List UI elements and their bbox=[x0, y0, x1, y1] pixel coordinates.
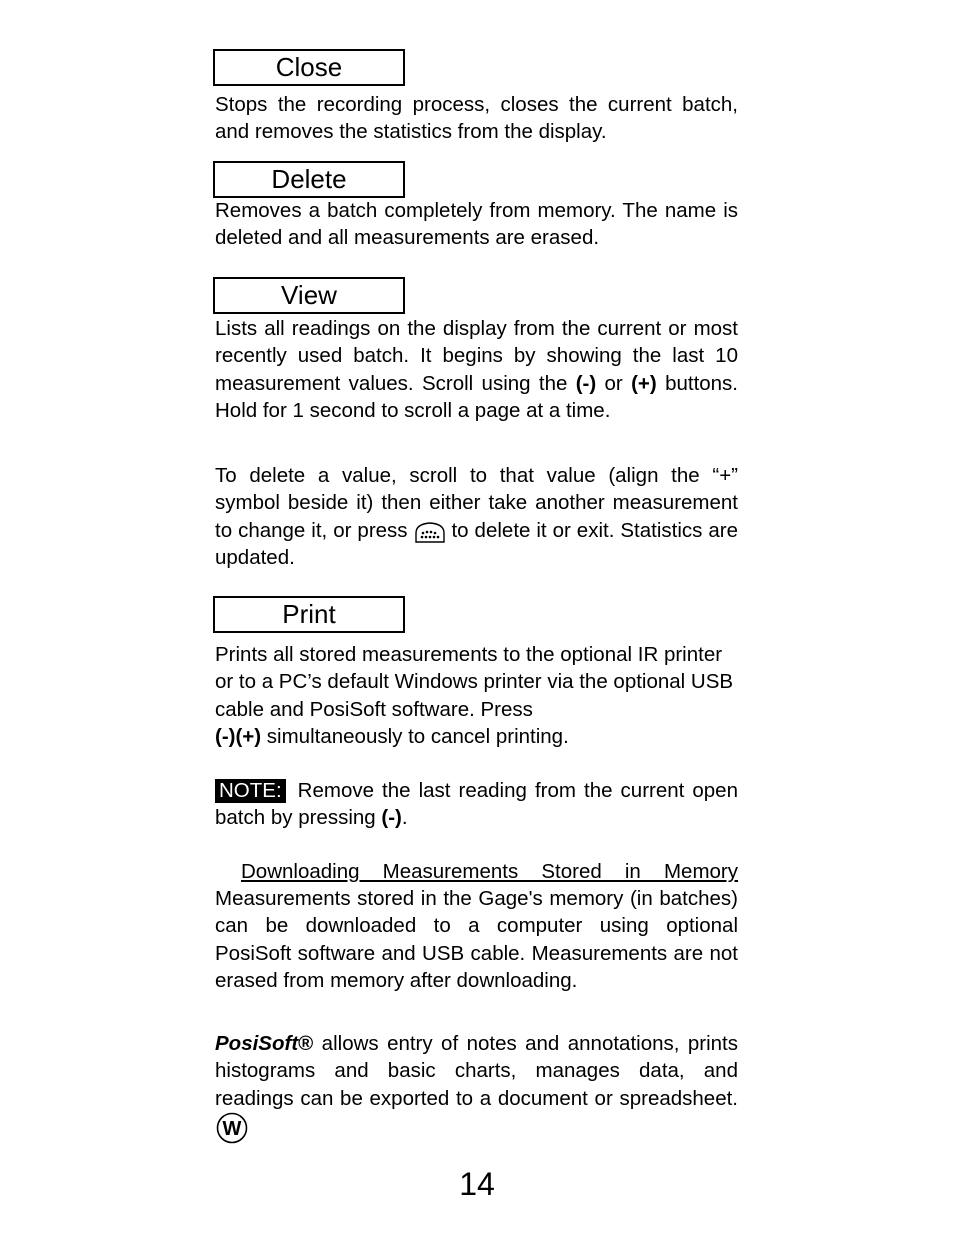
close-heading: Close bbox=[275, 52, 343, 82]
close-heading-box bbox=[213, 49, 405, 86]
download-paragraph-2 bbox=[215, 1030, 738, 1145]
view-paragraph-2 bbox=[215, 462, 738, 571]
softkey-icon bbox=[414, 521, 446, 543]
view-p2-text-a: To delete a value, scroll to that value (align the “+” symbol beside it) then either take another measurement to change it, or press bbox=[215, 464, 738, 542]
print-description bbox=[215, 641, 738, 750]
view-heading-box bbox=[213, 277, 405, 314]
view-p1-text-a: Lists all readings on the display from the current or most recently used batch. It begins by showing the last 10 measurement values. Scroll using the bbox=[215, 317, 738, 395]
view-p1-text-b: or bbox=[596, 371, 632, 395]
view-paragraph-1 bbox=[215, 315, 738, 424]
print-text-b: simultaneously to cancel printing. bbox=[261, 724, 569, 748]
print-text-a: Prints all stored measurements to the optional IR printer or to a PC’s default Windows printer via the optional USB cable and PosiSoft software. Press bbox=[215, 643, 734, 721]
close-description: Stops the recording process, closes the current batch, and removes the statistics from the display. bbox=[215, 93, 738, 144]
print-heading-box bbox=[213, 596, 405, 633]
note-text-b: . bbox=[401, 806, 408, 830]
download-heading: Downloading Measurements Stored in Memory bbox=[241, 860, 738, 883]
posisoft-brand: PosiSoft bbox=[215, 1032, 299, 1055]
note-paragraph bbox=[215, 777, 738, 832]
page-number: 14 bbox=[459, 1166, 495, 1202]
delete-heading: Delete bbox=[271, 164, 347, 194]
delete-description: Removes a batch completely from memory. The name is deleted and all measurements are erased. bbox=[215, 199, 738, 250]
minus-key-label: (-) bbox=[575, 371, 597, 395]
print-heading: Print bbox=[282, 599, 336, 629]
view-p2-text-b: to delete it or exit. Statistics are updated. bbox=[215, 518, 738, 569]
w-icon bbox=[215, 1112, 249, 1144]
note-text-a: Remove the last reading from the current open batch by pressing bbox=[215, 779, 738, 830]
svg-text:W: W bbox=[222, 1117, 242, 1140]
view-p1-text-c: buttons. Hold for 1 second to scroll a page at a time. bbox=[215, 371, 739, 422]
view-heading: View bbox=[281, 280, 337, 310]
cancel-keys-label: (-)(+) bbox=[215, 724, 262, 748]
download-p2-text: allows entry of notes and annotations, prints histograms and basic charts, manages data, and readings can be exported to a document or spreadsheet. bbox=[215, 1032, 738, 1110]
note-tag: NOTE: bbox=[215, 779, 286, 803]
note-minus-key: (-) bbox=[381, 806, 402, 830]
delete-heading-box bbox=[213, 161, 405, 198]
registered-mark: ® bbox=[298, 1032, 314, 1055]
plus-key-label: (+) bbox=[631, 371, 657, 395]
download-paragraph-1: Measurements stored in the Gage's memory (in batches) can be downloaded to a computer using optional PosiSoft software and USB cable. Measurements are not erased from memory after downloading. bbox=[215, 887, 738, 992]
